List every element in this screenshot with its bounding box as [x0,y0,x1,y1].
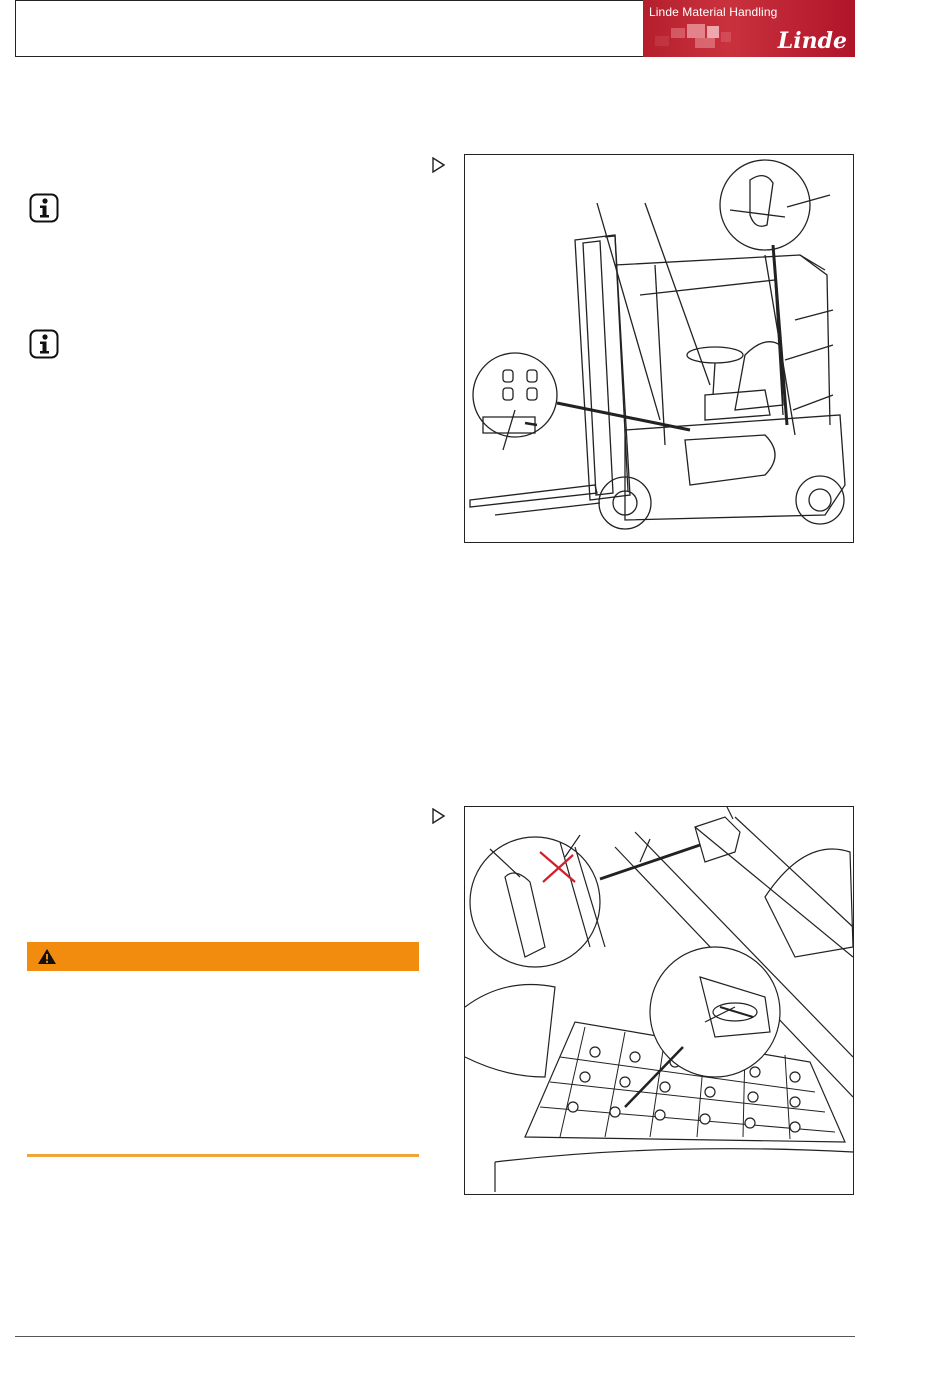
footer-rule [15,1336,855,1337]
figure-battery-compartment [464,806,854,1195]
triangle-right-icon [431,157,445,173]
warning-end-rule [27,1154,419,1157]
info-icon [29,329,59,359]
warning-banner [27,942,419,971]
page-header [15,0,855,57]
brand-banner [643,0,855,57]
brand-tiles-decoration [651,22,771,52]
brand-name: Linde Material Handling [649,5,778,19]
triangle-right-icon [431,808,445,824]
warning-triangle-icon [37,948,57,965]
figure-forklift [464,154,854,543]
battery-compartment-illustration [465,807,853,1194]
linde-logo: Linde [777,28,847,54]
forklift-illustration [465,155,853,542]
info-icon [29,193,59,223]
